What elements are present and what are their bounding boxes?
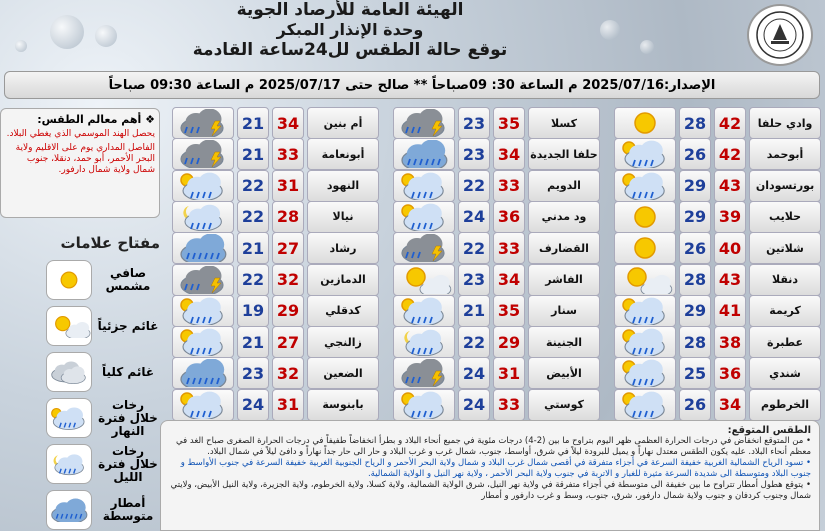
forecast-row xyxy=(169,264,379,296)
min-temp: 29 xyxy=(679,201,711,233)
legend-panel xyxy=(0,222,160,522)
city-name: حلفا الجديدة xyxy=(528,138,600,170)
min-temp: 24 xyxy=(458,357,490,389)
forecast-row xyxy=(611,295,821,327)
city-name: أم بنين xyxy=(307,107,379,139)
rain-night-icon xyxy=(46,444,92,484)
max-temp: 34 xyxy=(714,389,746,421)
city-name: بورتسودان xyxy=(749,170,821,202)
thunder-icon xyxy=(393,107,455,139)
cloudy-icon xyxy=(46,352,92,392)
legend-item xyxy=(20,306,160,346)
min-temp: 23 xyxy=(458,138,490,170)
moderate-rain-icon xyxy=(172,357,234,389)
min-temp: 26 xyxy=(679,389,711,421)
sunny-icon xyxy=(614,107,676,139)
city-name: ود مدني xyxy=(528,201,600,233)
min-temp: 23 xyxy=(237,357,269,389)
forecast-row xyxy=(611,201,821,233)
city-name: الخرطوم xyxy=(749,389,821,421)
rain-day-icon xyxy=(393,389,455,421)
forecast-row xyxy=(169,326,379,358)
rain-day-icon xyxy=(393,201,455,233)
city-name: شندي xyxy=(749,357,821,389)
legend-item xyxy=(20,352,160,392)
max-temp: 42 xyxy=(714,138,746,170)
legend-title: مفتاح علامات xyxy=(60,234,160,252)
min-temp: 21 xyxy=(237,326,269,358)
rain-day-icon xyxy=(614,357,676,389)
partly-cloudy-icon xyxy=(46,306,92,346)
rain-night-icon xyxy=(393,326,455,358)
rain-day-icon xyxy=(614,295,676,327)
city-name: كوستي xyxy=(528,389,600,421)
forecast-row xyxy=(390,389,600,421)
max-temp: 27 xyxy=(272,326,304,358)
max-temp: 39 xyxy=(714,201,746,233)
min-temp: 25 xyxy=(679,357,711,389)
forecast-row xyxy=(611,138,821,170)
water-drop-decoration xyxy=(50,15,84,49)
min-temp: 22 xyxy=(458,326,490,358)
thunder-icon xyxy=(172,107,234,139)
thunder-icon xyxy=(393,232,455,264)
min-temp: 22 xyxy=(237,264,269,296)
rain-day-icon xyxy=(172,170,234,202)
max-temp: 40 xyxy=(714,232,746,264)
min-temp: 28 xyxy=(679,107,711,139)
max-temp: 41 xyxy=(714,295,746,327)
max-temp: 35 xyxy=(493,295,525,327)
min-temp: 24 xyxy=(458,389,490,421)
max-temp: 33 xyxy=(493,170,525,202)
max-temp: 27 xyxy=(272,232,304,264)
rain-night-icon xyxy=(172,201,234,233)
expected-weather-text-2: • تسود الرياح الشمالية الغربية خفيفة السرعة في أجزاء متفرقة في أقصى شمال غرب البلاد و شمال ولاية البحر الأحمر و الرياح الجنوبية الغربية خفيفة السرعة في جنوب الأواسط و جنوب البلاد ومتوسطة الى شديدة السرعة مثيرة للغبار و الاتربة في جنوب ولاية البحر الأحمر ، ولاية نهر النيل و الولاية الشمالية. xyxy=(180,458,811,479)
city-name: عطبرة xyxy=(749,326,821,358)
forecast-row xyxy=(390,264,600,296)
forecast-row xyxy=(169,107,379,139)
city-name: الفاشر xyxy=(528,264,600,296)
max-temp: 33 xyxy=(493,389,525,421)
min-temp: 29 xyxy=(679,295,711,327)
min-temp: 19 xyxy=(237,295,269,327)
city-name: حلايب xyxy=(749,201,821,233)
partly-cloudy-icon xyxy=(614,264,676,296)
expected-weather-text-1: • من المتوقع انخفاض في درجات الحرارة العظمى ظهر اليوم بتراوح ما بين (2-4) درجات مئوية في جميع أنحاء البلاد و بطرأ انخفاضاً طفيفاً في درجات الحرارة الصغرى صباح الغد في معظم أنحاء البلاد. عليه يكون الطقس معتدل نهاراً و يميل للبرودة ليلاً في شرق، أواسط، جنوب، شمال غرب و غرب البلاد و حار الى حار جداً نهاراً و دافئ ليلاً في شمال البلاد. xyxy=(176,436,811,457)
min-temp: 21 xyxy=(237,232,269,264)
rain-day-icon xyxy=(172,389,234,421)
city-name: شلاتين xyxy=(749,232,821,264)
forecast-row xyxy=(611,170,821,202)
partly-cloudy-icon xyxy=(393,264,455,296)
city-name: دنقلا xyxy=(749,264,821,296)
aspects-title: ❖ أهم معالم الطقس: xyxy=(37,113,155,126)
forecast-row xyxy=(390,170,600,202)
city-name: كريمة xyxy=(749,295,821,327)
forecast-row xyxy=(390,138,600,170)
bulletin-header xyxy=(135,0,565,64)
rain-day-icon xyxy=(614,389,676,421)
forecast-row xyxy=(611,264,821,296)
min-temp: 26 xyxy=(679,232,711,264)
forecast-row xyxy=(611,357,821,389)
thunder-icon xyxy=(172,138,234,170)
validity-bar: الإصدار:2025/07/16 م الساعة 30: 09صباحاً ** صالح حتى 2025/07/17 م الساعة 09:30 صباحاً xyxy=(4,71,820,99)
legend-label: غائم كلياً xyxy=(101,364,155,379)
aspects-text-2: الفاصل المداري يوم على الاقليم ولاية البحر الأحمر، أبو حمد، دنقلا، جنوب شمال ولاية شمال دارفور. xyxy=(15,143,155,175)
max-temp: 35 xyxy=(493,107,525,139)
forecast-row xyxy=(390,201,600,233)
city-name: زالنجي xyxy=(307,326,379,358)
sunny-icon xyxy=(614,201,676,233)
water-drop-decoration xyxy=(640,40,654,54)
min-temp: 22 xyxy=(458,170,490,202)
min-temp: 21 xyxy=(237,138,269,170)
thunder-icon xyxy=(393,357,455,389)
max-temp: 29 xyxy=(493,326,525,358)
city-name: النهود xyxy=(307,170,379,202)
city-name: أبوحمد xyxy=(749,138,821,170)
org-title: الهيئة العامة للأرصاد الجوية xyxy=(236,0,464,20)
legend-item xyxy=(20,490,160,530)
city-name: كدقلي xyxy=(307,295,379,327)
max-temp: 42 xyxy=(714,107,746,139)
city-name: الأبيض xyxy=(528,357,600,389)
min-temp: 21 xyxy=(458,295,490,327)
min-temp: 29 xyxy=(679,170,711,202)
authority-logo xyxy=(747,4,813,66)
forecast-row xyxy=(390,232,600,264)
min-temp: 23 xyxy=(458,264,490,296)
max-temp: 28 xyxy=(272,201,304,233)
moderate-rain-icon xyxy=(172,232,234,264)
moderate-rain-icon xyxy=(393,138,455,170)
max-temp: 34 xyxy=(493,138,525,170)
max-temp: 33 xyxy=(272,138,304,170)
forecast-row xyxy=(169,357,379,389)
expected-weather-text-3: • يتوقع هطول أمطار تتراوح ما بين خفيفة الى متوسطة في أجزاء متفرقة في ولاية نهر النيل، شرق الولاية الشمالية، ولاية كسلا، ولاية الخرطوم، ولاية الجزيرة، ولاية النيل الأبيض، ولايتي شمال وجنوب كردفان و جنوب ولاية شمال دارفور، شرق، جنوب، وسط و غرب دارفور و أمطار xyxy=(170,480,811,501)
legend-item xyxy=(20,398,160,438)
city-name: القضارف xyxy=(528,232,600,264)
city-name: نيالا xyxy=(307,201,379,233)
forecast-row xyxy=(390,107,600,139)
rain-day-icon xyxy=(46,398,92,438)
forecast-row xyxy=(611,326,821,358)
sunny-icon xyxy=(614,232,676,264)
forecast-row xyxy=(390,357,600,389)
min-temp: 28 xyxy=(679,326,711,358)
legend-item xyxy=(20,444,160,484)
sunny-icon xyxy=(46,260,92,300)
rain-day-icon xyxy=(393,170,455,202)
max-temp: 38 xyxy=(714,326,746,358)
max-temp: 32 xyxy=(272,357,304,389)
min-temp: 21 xyxy=(237,107,269,139)
max-temp: 33 xyxy=(493,232,525,264)
max-temp: 43 xyxy=(714,264,746,296)
min-temp: 24 xyxy=(237,389,269,421)
forecast-row xyxy=(169,170,379,202)
min-temp: 26 xyxy=(679,138,711,170)
max-temp: 43 xyxy=(714,170,746,202)
max-temp: 34 xyxy=(272,107,304,139)
city-name: الدمازين xyxy=(307,264,379,296)
rain-day-icon xyxy=(614,170,676,202)
rain-day-icon xyxy=(614,138,676,170)
thunder-icon xyxy=(172,264,234,296)
rain-day-icon xyxy=(614,326,676,358)
legend-label: رخات خلال فترة النهار xyxy=(98,397,158,438)
forecast-row xyxy=(611,389,821,421)
min-temp: 23 xyxy=(458,107,490,139)
forecast-row xyxy=(169,201,379,233)
max-temp: 31 xyxy=(272,389,304,421)
legend-label: غائم جزئياً xyxy=(97,318,159,333)
city-name: الدويم xyxy=(528,170,600,202)
min-temp: 24 xyxy=(458,201,490,233)
city-name: الضعين xyxy=(307,357,379,389)
min-temp: 22 xyxy=(237,201,269,233)
forecast-row xyxy=(169,295,379,327)
rain-day-icon xyxy=(393,295,455,327)
expected-weather-panel xyxy=(160,420,820,531)
legend-label: صافي مشمس xyxy=(105,266,151,293)
forecast-row xyxy=(169,138,379,170)
max-temp: 29 xyxy=(272,295,304,327)
max-temp: 34 xyxy=(493,264,525,296)
city-name: أبونعامة xyxy=(307,138,379,170)
min-temp: 28 xyxy=(679,264,711,296)
forecast-row xyxy=(169,232,379,264)
forecast-row xyxy=(390,295,600,327)
max-temp: 32 xyxy=(272,264,304,296)
min-temp: 22 xyxy=(237,170,269,202)
max-temp: 31 xyxy=(272,170,304,202)
min-temp: 22 xyxy=(458,232,490,264)
max-temp: 36 xyxy=(714,357,746,389)
city-name: رشاد xyxy=(307,232,379,264)
legend-label: رخات خلال فترة الليل xyxy=(98,443,158,484)
expected-weather-title: الطقس المتوقع: xyxy=(727,425,811,436)
water-drop-decoration xyxy=(95,25,117,47)
water-drop-decoration xyxy=(600,20,620,40)
weather-aspects-panel xyxy=(0,108,160,218)
city-name: سنار xyxy=(528,295,600,327)
water-drop-decoration xyxy=(15,40,27,52)
forecast-title: توقع حالة الطقس لل24ساعة القادمة xyxy=(192,40,508,60)
forecast-row xyxy=(611,232,821,264)
rain-day-icon xyxy=(172,326,234,358)
city-name: الجنينة xyxy=(528,326,600,358)
moderate-rain-icon xyxy=(46,490,92,530)
forecast-row xyxy=(169,389,379,421)
max-temp: 36 xyxy=(493,201,525,233)
city-name: كسلا xyxy=(528,107,600,139)
max-temp: 31 xyxy=(493,357,525,389)
city-name: بابنوسة xyxy=(307,389,379,421)
aspects-text-1: يحصل الهند الموسمي الذي يغطي البلاد. xyxy=(6,129,155,139)
logo-icon xyxy=(755,10,805,60)
unit-title: وحدة الإنذار المبكر xyxy=(276,20,424,39)
city-name: وادي حلفا xyxy=(749,107,821,139)
forecast-row xyxy=(611,107,821,139)
legend-label: أمطار متوسطة xyxy=(102,496,154,523)
legend-item xyxy=(20,260,160,300)
forecast-row xyxy=(390,326,600,358)
rain-day-icon xyxy=(172,295,234,327)
